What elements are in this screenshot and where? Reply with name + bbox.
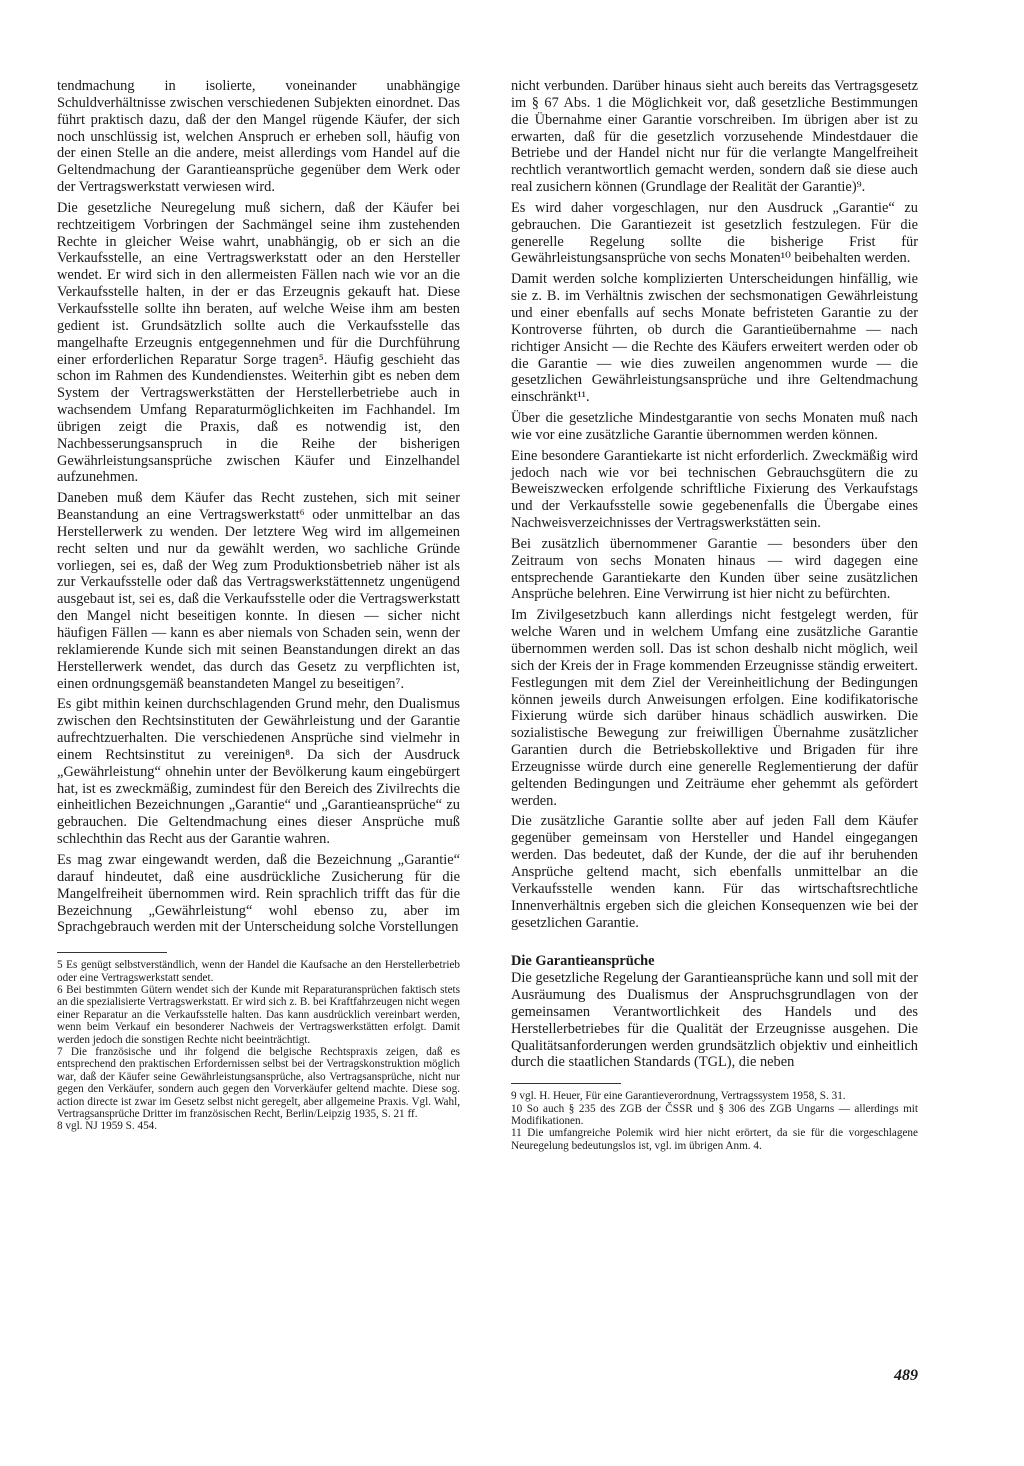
footnote: 8 vgl. NJ 1959 S. 454. — [57, 1120, 158, 1133]
body-paragraph: Es wird daher vorgeschlagen, nur den Ausdruck „Garantie“ zu gebrauchen. Die Garantiezeit ist gesetzlich festzulegen. Für die generelle Regelung sollte die bisherige Frist für Gewährleistungsansprüche von sechs Monaten¹⁰ beibehalten werden. — [511, 199, 918, 267]
body-paragraph: Daneben muß dem Käufer das Recht zustehen, sich mit seiner Beanstandung an eine Vertragswerkstatt⁶ oder unmittelbar an das Herstellerwerk zu wenden. Der letztere Weg wird im allgemeinen recht selten und nur da gewählt werden, wo sachliche Gründe vorliegen, sei es, daß der Weg zum Produktionsbetrieb näher ist als zur Verkaufsstelle oder daß das Vertragswerkstättennetz ungenügend ausgebaut ist, sei es, daß die Verkaufsstelle oder die Vertragswerkstatt den Mangel nicht beseitigen konnte. In diesen — sicher nicht häufigen Fällen — kann es aber niemals von Schaden sein, wenn der reklamierende Kunde sich mit seinen Beanstandungen direkt an das Herstellerwerk wendet, das durch das Gesetz zu verpflichten ist, einen ordnungsgemäß beanstandeten Mangel zu beseitigen⁷. — [57, 490, 460, 692]
footnote: 5 Es genügt selbstverständlich, wenn der Handel die Kaufsache an den Herstellerbetrieb oder eine Vertragswerkstatt sendet. — [57, 959, 460, 984]
body-paragraph: nicht verbunden. Darüber hinaus sieht auch bereits das Vertragsgesetz im § 67 Abs. 1 die Möglichkeit vor, daß gesetzliche Bestimmungen die Übernahme einer Garantie vorschreiben. Im übrigen aber ist zu erwarten, daß für die gesetzlich vorzusehende Mindestdauer die Betriebe und der Handel nicht nur für die verlangte Mangelfreiheit rechtlich verantwortlich gemacht werden, sondern daß sie diese auch real zusichern können (Grundlage der Realität der Garantie)⁹. — [511, 78, 918, 196]
footnotes-right — [511, 1083, 918, 1152]
footnote: 7 Die französische und ihr folgend die belgische Rechtspraxis zeigen, daß es entsprechend den praktischen Erfordernissen selbst bei der Vertragskonstruktion möglich war, daß der Käufer seine Gewährleistungsansprüche, also Vertragsansprüche, nicht nur gegen den Verkäufer, sondern auch gegen den Vorverkäufer geltend machte. Diese sog. action directe ist zwar im Gesetz selbst nicht geregelt, aber allgemeine Praxis. Vgl. Wahl, Vertragsansprüche Dritter im französischen Recht, Berlin/Leipzig 1935, S. 21 ff. — [57, 1046, 460, 1121]
page-number: 489 — [894, 1367, 918, 1384]
body-paragraph: Im Zivilgesetzbuch kann allerdings nicht festgelegt werden, für welche Waren und in welchem Umfang eine zusätzliche Garantie übernommen werden soll. Das ist schon deshalb nicht möglich, weil sich der Kreis der in Frage kommenden Erzeugnisse ständig erweitert. Festlegungen mit dem Ziel der Vereinheitlichung der Bedingungen können jeweils durch Anweisungen erfolgen. Eine kodifikatorische Fixierung würde sich darüber hinaus schädlich auswirken. Die sozialistische Bewegung zur freiwilligen Übernahme zusätzlicher Garantien durch die Betriebskollektive und Brigaden für ihre Erzeugnisse würde durch eine generelle Reglementierung der dafür geltenden Bedingungen und Zeiträume eher gehemmt als gefördert werden. — [511, 607, 918, 809]
body-paragraph: Es mag zwar eingewandt werden, daß die Bezeichnung „Garantie“ darauf hindeutet, daß eine ausdrückliche Zusicherung für die Mangelfreiheit übernommen wird. Rein sprachlich trifft das für die Bezeichnung „Gewährleistung“ wohl ebenso zu, aber im Sprachgebrauch werden mit der Unterscheidung solche Vorstellungen — [57, 851, 460, 936]
footnote-divider — [511, 1083, 621, 1084]
body-paragraph: Eine besondere Garantiekarte ist nicht erforderlich. Zweckmäßig wird jedoch nach wie vor bei technischen Gebrauchsgütern die zu Beweiszwecken erfolgende schriftliche Fixierung des Verkaufstags und der Verkaufsstelle sowie gegebenenfalls die Übergabe eines Nachweisverzeichnisses der Vertragswerkstätten sein. — [511, 447, 918, 532]
body-paragraph: Damit werden solche komplizierten Unterscheidungen hinfällig, wie sie z. B. im Verhältnis zwischen der sechsmonatigen Gewährleistung und einer ebenfalls auf sechs Monate befristeten Garantie zu der Kontroverse führten, ob durch die Garantieübernahme — nach richtiger Ansicht — die Rechte des Käufers erweitert werden oder ob die Garantie — wie dies zuweilen angenommen wurde — die gesetzlichen Gewährleistungsansprüche und ihre Geltendmachung einschränkt¹¹. — [511, 271, 918, 406]
footnote: 9 vgl. H. Heuer, Für eine Garantieverordnung, Vertragssystem 1958, S. 31. — [511, 1090, 846, 1103]
footnote: 10 So auch § 235 des ZGB der ČSSR und § 306 des ZGB Ungarns — allerdings mit Modifikationen. — [511, 1102, 918, 1128]
footnote: 6 Bei bestimmten Gütern wendet sich der Kunde mit Reparaturansprüchen faktisch stets an die spezialisierte Vertragswerkstatt. Er wird sich z. B. bei Kraftfahrzeugen nicht wegen einer Reparatur an die Verkaufsstelle halten. Das kann ausdrücklich vereinbart werden, wenn beim Verkauf ein besonderer Nachweis der Vertragswerkstätten erfolgt. Damit werden jedoch die sonstigen Rechte nicht beeinträchtigt. — [57, 984, 460, 1046]
body-paragraph: Die gesetzliche Regelung der Garantieansprüche kann und soll mit der Ausräumung des Dualismus der Anspruchsgrundlagen von der gemeinsamen Verantwortlichkeit des Handels und des Herstellerbetriebes für die Qualität der Erzeugnisse ausgehen. Die Qualitätsanforderungen werden grundsätzlich objektiv und einheitlich durch die staatlichen Standards (TGL), die neben — [511, 970, 918, 1071]
body-paragraph: Es gibt mithin keinen durchschlagenden Grund mehr, den Dualismus zwischen den Rechtsinstituten der Gewährleistung und der Garantie aufrechtzuerhalten. Die verschiedenen Ansprüche sind vielmehr in einem Rechtsinstitut zu vereinigen⁸. Da sich der Ausdruck „Gewährleistung“ ohnehin unter der Bevölkerung kaum eingebürgert hat, ist es zweckmäßig, zumindest für den Bereich des Zivilrechts die einheitlichen Bezeichnungen „Garantie“ und „Garantieansprüche“ zu gebrauchen. Die Geltendmachung eines dieser Ansprüche muß schlechthin das Recht aus der Garantie wahren. — [57, 696, 460, 848]
body-paragraph: Die zusätzliche Garantie sollte aber auf jeden Fall dem Käufer gegenüber gemeinsam von Hersteller und Handel eingegangen werden. Das bedeutet, daß der Kunde, der die auf ihr beruhenden Ansprüche geltend macht, sich ebenfalls unmittelbar an die Verkaufsstelle wenden kann. Für das wirtschaftsrechtliche Innenverhältnis ergeben sich die gleichen Konsequenzen wie bei der gesetzlichen Garantie. — [511, 813, 918, 931]
section-heading: Die Garantieansprüche — [511, 953, 655, 970]
footnote: 11 Die umfangreiche Polemik wird hier nicht erörtert, da sie für die vorgeschlagene Neuregelung bedeutungslos ist, vgl. im übrigen Anm. 4. — [511, 1127, 918, 1152]
footnote-divider — [57, 952, 167, 953]
body-paragraph: Bei zusätzlich übernommener Garantie — besonders über den Zeitraum von sechs Monaten hinaus — wird dagegen eine entsprechende Garantiekarte den Kunden über seine zusätzlichen Ansprüche belehren. Eine Verwirrung ist hier nicht zu befürchten. — [511, 535, 918, 603]
body-paragraph: tendmachung in isolierte, voneinander unabhängige Schuldverhältnisse zwischen verschiedenen Subjekten einordnet. Das führt praktisch dazu, daß der den Mangel rügende Käufer, der sich noch unschlüssig ist, welchen Anspruch er erheben soll, häufig von der einen Stelle an die andere, meist allerdings vom Handel auf die Geltendmachung der Garantieansprüche gegenüber dem Werk oder der Vertragswerkstatt verwiesen wird. — [57, 78, 460, 196]
body-paragraph: Die gesetzliche Neuregelung muß sichern, daß der Käufer bei rechtzeitigem Vorbringen der Sachmängel seine ihm zustehenden Rechte in gleicher Weise wahrt, unabhängig, ob er sich an die Verkaufsstelle, an eine Vertragswerkstatt oder an den Hersteller wendet. Er wird sich in den allermeisten Fällen nach wie vor an die Verkaufsstelle halten, in der er das Erzeugnis gekauft hat. Diese Verkaufsstelle sollte ihn beraten, auf welche Weise ihm am besten gedient ist. Grundsätzlich sollte auch die Verkaufsstelle das mangelhafte Erzeugnis entgegennehmen und für die Durchführung einer erforderlichen Reparatur Sorge tragen⁵. Häufig geschieht das schon im Rahmen des Kundendienstes. Weiterhin gibt es neben dem System der Vertragswerkstätten der Herstellerbetriebe auch in wachsendem Umfang Reparaturmöglichkeiten im Fachhandel. Im übrigen zeigt die Praxis, daß es notwendig ist, den Nachbesserungsanspruch in die Reihe der bisherigen Gewährleistungsansprüche zwischen Käufer und Einzelhandel aufzunehmen. — [57, 199, 460, 486]
left-column — [57, 78, 460, 1133]
footnotes-left — [57, 952, 460, 1133]
body-paragraph: Über die gesetzliche Mindestgarantie von sechs Monaten muß nach wie vor eine zusätzliche Garantie übernommen werden können. — [511, 410, 918, 443]
right-column — [511, 78, 918, 1152]
